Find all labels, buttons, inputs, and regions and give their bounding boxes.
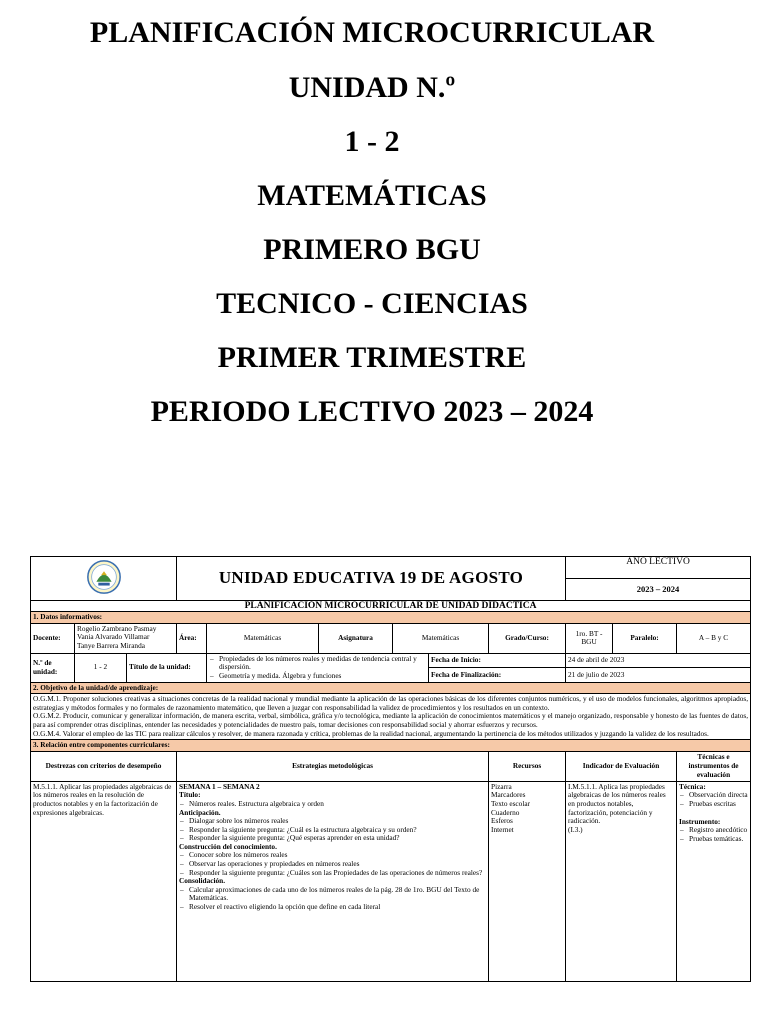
cover-title: PLANIFICACIÓN MICROCURRICULAR [89,16,655,49]
school-name: UNIDAD EDUCATIVA 19 DE AGOSTO [177,557,566,601]
consolidacion-item: – Resolver el reactivo eligiendo la opción que define en cada literal [179,903,486,912]
area-label: Área: [177,623,207,653]
docente-name: Vania Alvarado Villamar [77,632,150,642]
docente-list [75,623,177,653]
asignatura-label: Asignatura [319,623,393,653]
titulo-unidad-list [207,653,429,682]
year-value: 2023 – 2024 [566,578,751,600]
recurso-item: Internet [491,824,514,834]
anticipacion-heading: Anticipación. [179,807,221,817]
instrumento-item: – Pruebas temáticas. [679,835,748,844]
estrategias-cell [177,781,489,981]
fecha-inicio-label: Fecha de Inicio: [429,653,566,667]
grado-value: 1ro. BT - BGU [566,623,613,653]
recurso-item: Cuaderno [491,807,520,817]
instrumento-heading: Instrumento: [679,816,721,826]
cover-materia: MATEMÁTICAS [257,179,487,212]
titulo-item: – Números reales. Estructura algebraica y orden [179,800,486,809]
cover-trimestre: PRIMER TRIMESTRE [217,341,527,374]
cover-curso: PRIMERO BGU [263,233,481,266]
header-destrezas: Destrezas con criterios de desempeño [31,751,177,781]
fecha-fin-value: 21 de julio de 2023 [566,668,751,682]
school-crest-icon [85,558,123,596]
tecnicas-cell [677,781,751,981]
year-label: AÑO LECTIVO [566,557,751,579]
tecnica-item: – Observación directa [679,791,748,800]
asignatura-value: Matemáticas [393,623,489,653]
cover-periodo: PERIODO LECTIVO 2023 – 2024 [150,395,594,428]
header-recursos: Recursos [489,751,566,781]
paralelo-label: Paralelo: [613,623,677,653]
school-logo-cell [31,557,177,601]
docente-name: Tanye Barrera Miranda [77,640,145,650]
section-2-title: 2. Objetivo de la unidad/de aprendizaje: [31,682,751,694]
recurso-item: Marcadores [491,790,526,800]
plan-title: PLANIFICACIÓN MICROCURRICULAR DE UNIDAD DIDÁCTICA [31,600,751,612]
objective-text: O.G.M.1. Proponer soluciones creativas a situaciones concretas de la realidad nacional y mundial mediante la aplicación de las operaciones básicas de los diferentes conjuntos numéricos, y el uso de modelos funcionales, algoritmos apropiados, estrategias y métodos formales y no formales de razonamiento matemático, que lleven a juzgar con responsabilidad la validez de procedimientos y los resultados en un contexto. [33,694,749,712]
header-estrategias: Estrategias metodológicas [177,751,489,781]
objective-text: O.G.M.4. Valorar el empleo de las TIC para realizar cálculos y resolver, de manera razonada y crítica, problemas de la realidad nacional, argumentando la pertinencia de los métodos utilizados y juzgando la validez de los resultados. [33,728,709,738]
recurso-item: Pizarra [491,781,512,791]
tecnica-item: – Pruebas escritas [679,800,748,809]
fecha-inicio-value: 24 de abril de 2023 [566,653,751,667]
consolidacion-heading: Consolidación. [179,876,226,886]
anticipacion-item: – Responder la siguiente pregunta: ¿Cuál es la estructura algebraica y su orden? [179,826,486,835]
anticipacion-item: – Dialogar sobre los números reales [179,817,486,826]
consolidacion-item: – Calcular aproximaciones de cada uno de los números reales de la pág. 28 de 1ro. BGU del Texto de Matemáticas. [179,886,486,903]
cover-numero: 1 - 2 [344,125,400,158]
construccion-heading: Construcción del conocimiento. [179,841,277,851]
construccion-item: – Responder la siguiente pregunta: ¿Cuáles son las Propiedades de las operaciones de números reales? [179,869,486,878]
docente-name: Rogelio Zambrano Pasmay [77,623,157,633]
recurso-item: Esferos [491,816,513,826]
objective-text: O.G.M.2. Producir, comunicar y generalizar información, de manera escrita, verbal, simbólica, gráfica y/o tecnológica, mediante la aplicación de conocimientos matemáticos y el manejo organizado, responsable y honesto de las fuentes de datos, para así comprender otras disciplinas, entender las necesidades y potencialidades de nuestro país, tomar decisiones con responsabilidad social y ahorrar esfuerzos y recursos. [33,711,749,729]
section-3-title: 3. Relación entre componentes curriculares: [31,740,751,752]
recurso-item: Texto escolar [491,798,531,808]
construccion-item: – Observar las operaciones y propiedades en números reales [179,860,486,869]
indicador-cell [566,781,677,981]
paralelo-value: A – B y C [677,623,751,653]
header-tecnicas: Técnicas e instrumentos de evaluación [677,751,751,781]
indicador-code: (I.3.) [568,824,583,834]
titulo-unidad-label: Título de la unidad: [127,653,207,682]
titulo-heading: Título: [179,790,201,800]
header-indicador: Indicador de Evaluación [566,751,677,781]
section-1-title: 1. Datos informativos: [31,612,751,624]
planning-table [30,556,751,982]
objectives-cell [31,694,751,740]
docente-label: Docente: [31,623,75,653]
anticipacion-item: – Responder la siguiente pregunta: ¿Qué esperas aprender en esta unidad? [179,834,486,843]
cover-figura: TECNICO - CIENCIAS [216,287,528,320]
titulo-unidad-item: – Propiedades de los números reales y medidas de tendencia central y dispersión. [209,655,426,672]
unidad-label: N.º de unidad: [31,653,75,682]
grado-label: Grado/Curso: [489,623,566,653]
fecha-fin-label: Fecha de Finalización: [429,668,566,682]
destreza-cell: M.5.1.1. Aplicar las propiedades algebraicas de los números reales en la resolución de productos notables y en la factorización de expresiones algebraicas. [31,781,177,981]
instrumento-item: – Registro anecdótico [679,826,748,835]
semana-heading: SEMANA 1 – SEMANA 2 [179,781,260,791]
titulo-unidad-item: – Geometría y medida. Álgebra y funciones [209,672,426,681]
cover-unidad: UNIDAD N.º [288,71,456,104]
indicador-text: I.M.5.1.1. Aplica las propiedades algebraicas de los números reales en productos notables, factorización, potenciación y radicación. [568,781,666,826]
area-value: Matemáticas [207,623,319,653]
construccion-item: – Conocer sobre los números reales [179,851,486,860]
unidad-value: 1 - 2 [75,653,127,682]
recursos-cell [489,781,566,981]
tecnica-heading: Técnica: [679,781,706,791]
